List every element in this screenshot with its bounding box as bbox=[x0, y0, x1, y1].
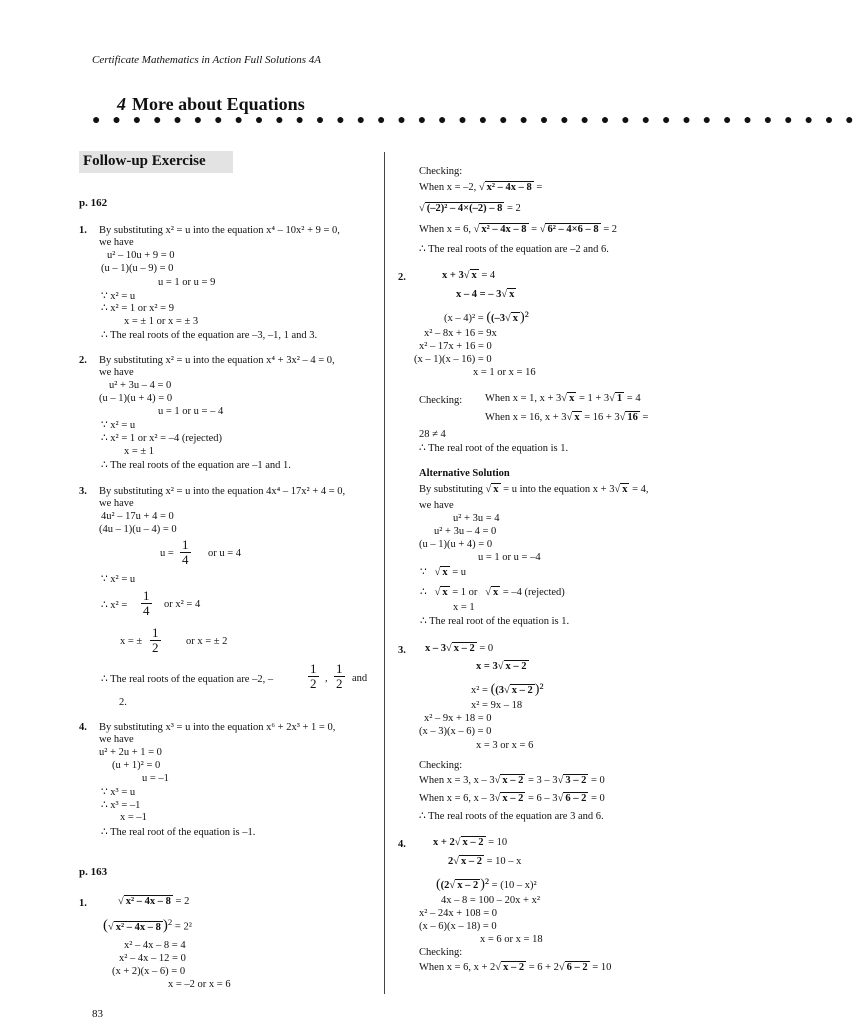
math-line: ∴ √ x = 1 or √ x = –4 (rejected) bbox=[420, 587, 565, 598]
math-line: ∵ x² = u bbox=[101, 574, 136, 585]
text-line: we have bbox=[419, 500, 454, 511]
math-line: When x = –2, √ x² – 4x – 8 = bbox=[419, 182, 543, 193]
math-line: u² + 3u – 4 = 0 bbox=[109, 380, 172, 391]
math-line: ((2√ x – 2 )² = (10 – x)² bbox=[436, 877, 537, 892]
math-line: 2. bbox=[119, 697, 127, 708]
math-line: ∵ x² = u bbox=[101, 420, 136, 431]
conclusion-line: ∴ The real root of the equation is 1. bbox=[419, 443, 569, 454]
math-line: or u = 4 bbox=[208, 548, 242, 559]
conclusion-line: ∴ The real roots of the equation are –3, –1, 1 and 3. bbox=[101, 330, 318, 341]
math-line: x = 1 bbox=[453, 602, 475, 613]
math-line: x = ± 1 bbox=[124, 446, 155, 457]
section-heading: Follow-up Exercise bbox=[83, 153, 206, 169]
math-line: When x = 6, √ x² – 4x – 8 = √ 6² – 4×6 – 8 = 2 bbox=[419, 224, 618, 235]
question-number: 3. bbox=[79, 486, 87, 497]
math-line: (x – 6)(x – 18) = 0 bbox=[419, 921, 497, 932]
math-line: (√ x² – 4x – 8 )$^2$ = 2² bbox=[103, 917, 192, 934]
chapter-number: 4 bbox=[117, 94, 126, 114]
math-line: ∴ x² = 1 or x² = 9 bbox=[101, 303, 174, 314]
math-line: (u – 1)(u + 4) = 0 bbox=[99, 393, 173, 404]
dotted-rule: ● ● ● ● ● ● ● ● ● ● ● ● ● ● ● ● ● ● ● ● ● ● ● ● ● ● ● ● ● ● ● ● ● ● ● ● ● ● bbox=[92, 113, 858, 128]
conclusion-line: ∴ The real root of the equation is –1. bbox=[101, 827, 256, 838]
question-number: 1. bbox=[79, 898, 87, 909]
math-line: u² – 10u + 9 = 0 bbox=[107, 250, 175, 261]
math-line: 4x – 8 = 100 – 20x + x² bbox=[441, 895, 540, 906]
math-line: x² = 9x – 18 bbox=[471, 700, 523, 711]
math-line: When x = 16, x + 3√ x = 16 + 3√ 16 = bbox=[485, 412, 649, 423]
math-line: ∵ x³ = u bbox=[101, 787, 136, 798]
fraction: $\frac{1}{4}$ bbox=[182, 537, 189, 567]
math-line: u² + 3u – 4 = 0 bbox=[434, 526, 497, 537]
math-line: u² + 2u + 1 = 0 bbox=[99, 747, 162, 758]
text-line: we have bbox=[99, 734, 134, 745]
text-line: we have bbox=[99, 498, 134, 509]
math-line: x = 3√ x – 2 bbox=[476, 661, 527, 672]
math-line: (x – 1)(x – 16) = 0 bbox=[414, 354, 492, 365]
math-line: x – 4 = – 3√ x bbox=[456, 289, 515, 300]
chapter-title bbox=[117, 94, 305, 115]
math-line: (x – 4)² = ((–3√ x )² bbox=[444, 310, 529, 325]
math-line: x – 3√ x – 2 = 0 bbox=[425, 643, 494, 654]
math-line: √ (–2)² – 4×(–2) – 8 = 2 bbox=[419, 203, 521, 214]
math-line: x = 3 or x = 6 bbox=[476, 740, 534, 751]
checking-label: Checking: bbox=[419, 166, 463, 177]
math-line: (u – 1)(u – 9) = 0 bbox=[101, 263, 174, 274]
math-line: 2√ x – 2 = 10 – x bbox=[448, 856, 522, 867]
math-line: u = –1 bbox=[142, 773, 169, 784]
math-line: x² – 17x + 16 = 0 bbox=[419, 341, 492, 352]
math-line: 28 ≠ 4 bbox=[419, 429, 446, 440]
math-line: x² – 4x – 12 = 0 bbox=[119, 953, 186, 964]
section-heading-box bbox=[79, 151, 233, 173]
math-line: (x + 2)(x – 6) = 0 bbox=[112, 966, 186, 977]
fraction: $\frac{1}{2}$ bbox=[152, 625, 159, 655]
math-line: ∵ √ x = u bbox=[420, 567, 466, 578]
conclusion-line: ∴ The real roots of the equation are –2 and 6. bbox=[419, 244, 609, 255]
fraction: $\frac{1}{4}$ bbox=[143, 588, 150, 618]
math-line: x = –1 bbox=[120, 812, 147, 823]
math-line: , bbox=[325, 673, 328, 684]
math-line: When x = 6, x + 2√ x – 2 = 6 + 2√ 6 – 2 = 10 bbox=[419, 962, 612, 973]
question-number: 4. bbox=[398, 839, 406, 850]
page-ref-163: p. 163 bbox=[79, 866, 108, 878]
fraction: $\frac{1}{2}$ bbox=[310, 661, 317, 691]
math-line: (u + 1)² = 0 bbox=[112, 760, 161, 771]
math-line: ∴ x³ = –1 bbox=[101, 800, 141, 811]
question-number: 1. bbox=[79, 225, 87, 236]
conclusion-line: ∴ The real root of the equation is 1. bbox=[420, 616, 570, 627]
column-divider bbox=[384, 152, 385, 994]
conclusion-line: ∴ The real roots of the equation are –2, – bbox=[101, 674, 274, 685]
math-line: or x = ± 2 bbox=[186, 636, 228, 647]
math-line: u = 1 or u = – 4 bbox=[158, 406, 224, 417]
running-header: Certificate Mathematics in Action Full Solutions 4A bbox=[92, 54, 321, 66]
math-line: x = ± 1 or x = ± 3 bbox=[124, 316, 199, 327]
text-line: By substituting x² = u into the equation x⁴ + 3x² – 4 = 0, bbox=[99, 355, 335, 366]
math-line: or x² = 4 bbox=[164, 599, 201, 610]
checking-label: Checking: bbox=[419, 947, 463, 958]
chapter-name: More about Equations bbox=[132, 94, 305, 114]
text-line: By substituting x³ = u into the equation x⁶ + 2x³ + 1 = 0, bbox=[99, 722, 336, 733]
math-line: u = bbox=[160, 548, 174, 559]
math-line: (u – 1)(u + 4) = 0 bbox=[419, 539, 493, 550]
math-line: x = 1 or x = 16 bbox=[473, 367, 536, 378]
page-ref-162: p. 162 bbox=[79, 197, 108, 209]
page-number: 83 bbox=[92, 1008, 103, 1020]
math-line: x + 3√ x = 4 bbox=[442, 270, 496, 281]
conclusion-line: ∴ The real roots of the equation are 3 and 6. bbox=[419, 811, 604, 822]
math-line: (x – 3)(x – 6) = 0 bbox=[419, 726, 492, 737]
math-line: x² – 24x + 108 = 0 bbox=[419, 908, 497, 919]
math-line: ∴ x² = bbox=[101, 600, 128, 611]
fraction: $\frac{1}{2}$ bbox=[336, 661, 343, 691]
math-line: When x = 6, x – 3√ x – 2 = 6 – 3√ 6 – 2 = 0 bbox=[419, 793, 605, 804]
text-line: By substituting √ x = u into the equation x + 3√ x = 4, bbox=[419, 484, 649, 495]
text-line: By substituting x² = u into the equation 4x⁴ – 17x² + 4 = 0, bbox=[99, 486, 346, 497]
alternative-heading: Alternative Solution bbox=[419, 468, 510, 479]
math-line: x + 2√ x – 2 = 10 bbox=[433, 837, 508, 848]
conclusion-line: ∴ The real roots of the equation are –1 and 1. bbox=[101, 460, 291, 471]
question-number: 4. bbox=[79, 722, 87, 733]
question-number: 2. bbox=[79, 355, 87, 366]
question-number: 2. bbox=[398, 272, 406, 283]
checking-label: Checking: bbox=[419, 760, 463, 771]
math-line: x² – 8x + 16 = 9x bbox=[424, 328, 497, 339]
math-line: (4u – 1)(u – 4) = 0 bbox=[99, 524, 177, 535]
checking-label: Checking: bbox=[419, 395, 463, 406]
math-line: x = 6 or x = 18 bbox=[480, 934, 543, 945]
text-line: we have bbox=[99, 367, 134, 378]
math-line: x² – 4x – 8 = 4 bbox=[124, 940, 186, 951]
math-line: u² + 3u = 4 bbox=[453, 513, 500, 524]
math-line: x = –2 or x = 6 bbox=[168, 979, 231, 990]
math-line: 4u² – 17u + 4 = 0 bbox=[101, 511, 174, 522]
question-number: 3. bbox=[398, 645, 406, 656]
text-line: By substituting x² = u into the equation x⁴ – 10x² + 9 = 0, bbox=[99, 225, 340, 236]
math-line: x² = ((3√ x – 2 )² bbox=[471, 682, 544, 697]
math-line: x = ± bbox=[120, 636, 143, 647]
math-line: x² – 9x + 18 = 0 bbox=[424, 713, 492, 724]
text-line: we have bbox=[99, 237, 134, 248]
math-line: u = 1 or u = 9 bbox=[158, 277, 216, 288]
math-line: and bbox=[352, 673, 368, 684]
math-line: √ x² – 4x – 8 = 2 bbox=[118, 896, 190, 907]
math-line: When x = 1, x + 3√ x = 1 + 3√ 1 = 4 bbox=[485, 393, 641, 404]
math-line: ∵ x² = u bbox=[101, 291, 136, 302]
math-line: When x = 3, x – 3√ x – 2 = 3 – 3√ 3 – 2 = 0 bbox=[419, 775, 605, 786]
math-line: u = 1 or u = –4 bbox=[478, 552, 541, 563]
math-line: ∴ x² = 1 or x² = –4 (rejected) bbox=[101, 433, 223, 444]
